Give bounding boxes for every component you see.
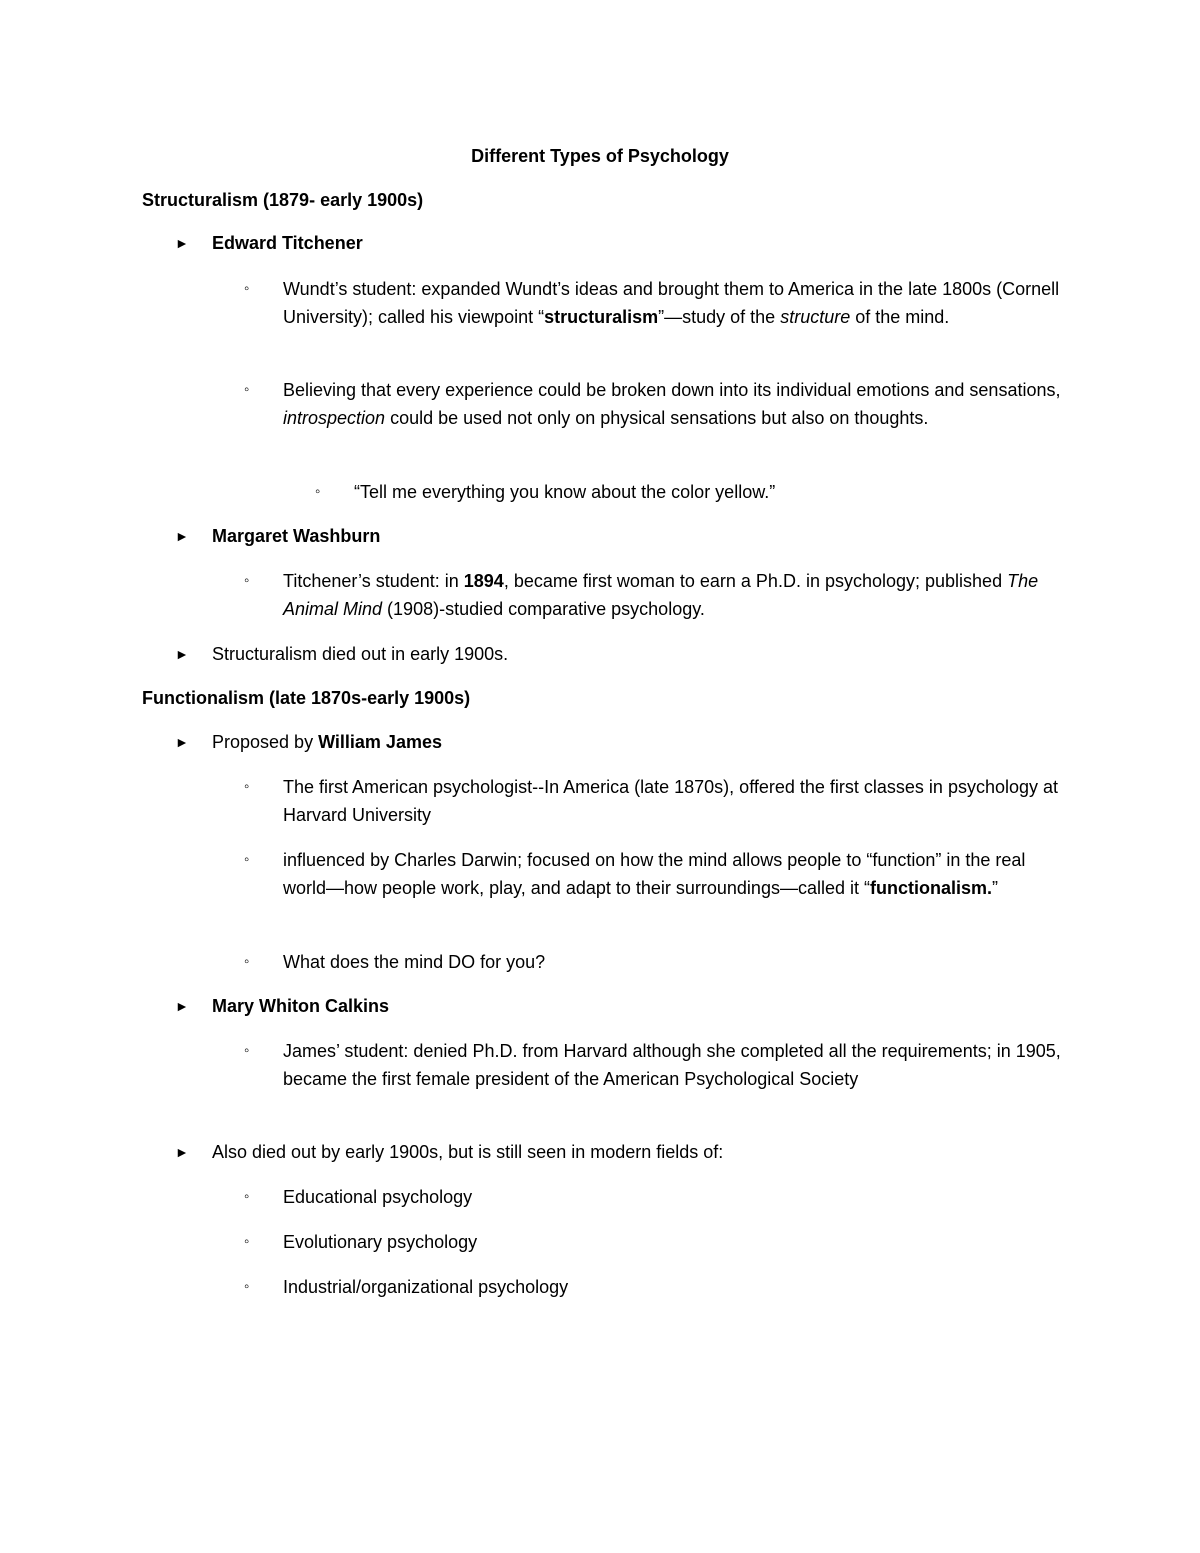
list-item-text: [212, 732, 442, 752]
list-item-text: [283, 952, 545, 972]
document-title: Different Types of Psychology: [471, 146, 729, 166]
italic-text: The Animal Mind: [283, 571, 1039, 619]
list-item: [244, 376, 1073, 432]
circle-bullet-icon: ◦: [315, 483, 321, 500]
text-run: ”: [992, 878, 998, 898]
triangle-bullet-icon: ►: [175, 734, 189, 750]
list-item-text: [212, 644, 508, 664]
text-run: Believing that every experience could be broken down into its individual emotions and sensations,: [283, 380, 1061, 400]
text-run: Wundt’s student: expanded Wundt’s ideas and brought them to America in the late 1800s (Cornell University); called his viewpoint “: [283, 279, 1060, 327]
section-heading-structuralism: Structuralism (1879- early 1900s): [142, 190, 424, 210]
circle-bullet-icon: ◦: [244, 381, 250, 398]
text-run: , became first woman to earn a Ph.D. in psychology; published: [503, 571, 1008, 591]
list-item: [244, 846, 1073, 902]
bold-text: 1894: [463, 571, 504, 591]
circle-bullet-icon: ◦: [244, 851, 250, 868]
list-item-text: [212, 526, 380, 546]
list-item-text: [283, 850, 1025, 898]
circle-bullet-icon: ◦: [244, 778, 250, 795]
triangle-bullet-icon: ►: [175, 998, 189, 1014]
italic-text: introspection: [283, 408, 386, 428]
triangle-bullet-icon: ►: [175, 1144, 189, 1160]
list-item: [244, 1273, 1073, 1301]
list-item-text: [354, 482, 775, 502]
list-item-text: [283, 1277, 568, 1297]
section-heading-functionalism: Functionalism (late 1870s-early 1900s): [142, 688, 471, 708]
bold-text: Mary Whiton Calkins: [212, 996, 390, 1016]
list-item: [244, 1183, 1073, 1211]
list-item-text: [212, 233, 363, 253]
text-run: Educational psychology: [283, 1187, 473, 1207]
triangle-bullet-icon: ►: [175, 646, 189, 662]
list-item: [175, 1138, 1062, 1166]
text-run: Structuralism died out in early 1900s.: [212, 644, 509, 664]
bold-text: structuralism: [544, 307, 659, 327]
list-item: [315, 478, 1054, 506]
circle-bullet-icon: ◦: [244, 280, 250, 297]
text-run: James’ student: denied Ph.D. from Harvard although she completed all the requirements; in 1905, became the first female president of the American Psychological Society: [283, 1041, 1061, 1089]
bold-text: Edward Titchener: [212, 233, 363, 253]
list-item: [244, 1228, 1073, 1256]
list-item: [175, 728, 1062, 756]
list-item: [244, 275, 1073, 331]
circle-bullet-icon: ◦: [244, 1233, 250, 1250]
triangle-bullet-icon: ►: [175, 235, 189, 251]
circle-bullet-icon: ◦: [244, 572, 250, 589]
text-run: Also died out by early 1900s, but is still seen in modern fields of:: [212, 1142, 724, 1162]
bold-text: William James: [318, 732, 442, 752]
circle-bullet-icon: ◦: [244, 1188, 250, 1205]
list-item: [244, 567, 1073, 623]
list-item-text: [283, 777, 1058, 825]
text-run: ”—study of the: [658, 307, 781, 327]
triangle-bullet-icon: ►: [175, 528, 189, 544]
circle-bullet-icon: ◦: [244, 1278, 250, 1295]
text-run: influenced by Charles Darwin; focused on how the mind allows people to “function” in the real world—how people work, play, and adapt to their surroundings—called it “: [283, 850, 1026, 898]
bold-text: Margaret Washburn: [212, 526, 381, 546]
text-run: could be used not only on physical sensations but also on thoughts.: [385, 408, 929, 428]
list-item: [175, 992, 1062, 1020]
list-item-text: [212, 1142, 723, 1162]
text-run: What does the mind DO for you?: [283, 952, 546, 972]
text-run: of the mind.: [850, 307, 950, 327]
list-item-text: [283, 1232, 477, 1252]
list-item-text: [283, 1187, 472, 1207]
text-run: “Tell me everything you know about the color yellow.”: [354, 482, 776, 502]
list-item-text: [283, 571, 1038, 619]
text-run: Evolutionary psychology: [283, 1232, 478, 1252]
list-item-text: [212, 996, 389, 1016]
list-item: [244, 1037, 1073, 1093]
circle-bullet-icon: ◦: [244, 953, 250, 970]
list-item: [175, 229, 1062, 257]
list-item: [244, 773, 1073, 829]
text-run: (1908)-studied comparative psychology.: [382, 599, 705, 619]
text-run: Industrial/organizational psychology: [283, 1277, 569, 1297]
bold-text: functionalism.: [869, 878, 992, 898]
text-run: Titchener’s student: in: [283, 571, 464, 591]
list-item: [244, 948, 1073, 976]
text-run: Proposed by: [212, 732, 319, 752]
list-item-text: [283, 380, 1060, 428]
list-item-text: [283, 279, 1059, 327]
list-item-text: [283, 1041, 1061, 1089]
circle-bullet-icon: ◦: [244, 1042, 250, 1059]
text-run: The first American psychologist--In America (late 1870s), offered the first classes in psychology at Harvard University: [283, 777, 1059, 825]
list-item: [175, 522, 1062, 550]
list-item: [175, 640, 1062, 668]
italic-text: structure: [780, 307, 851, 327]
